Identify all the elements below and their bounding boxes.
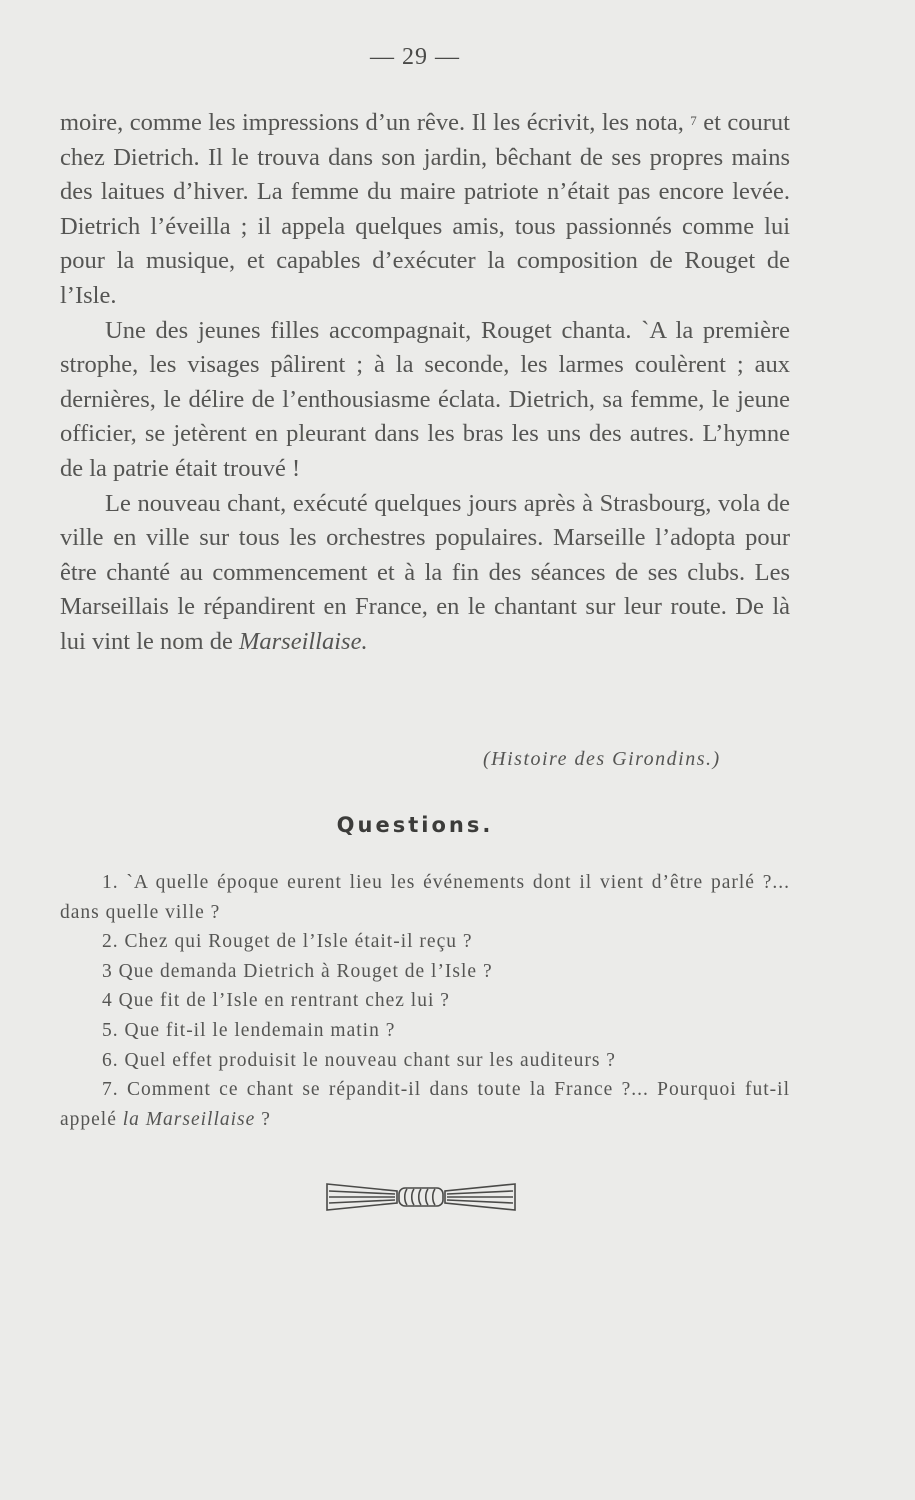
paragraph-1-rest: et courut chez Dietrich. Il le trouva dans son jardin, bêchant de ses propres mains des laitues d’hiver. La femme du maire patriote n’était pas encore levée. Dietrich l’éveilla ; il appela quelques amis, tous passionnés comme lui pour la musique, et capables d’exécuter la composition de Rouget de l’Isle. (60, 109, 790, 309)
paragraph-1 (60, 106, 790, 314)
question-item: 4 Que fit de l’Isle en rentrant chez lui ? (102, 990, 450, 1012)
question-item: 1. `A quelle époque eurent lieu les événements dont il vient d’être parlé ?... dans quelle ville ? (60, 872, 790, 923)
question-item: 2. Chez qui Rouget de l’Isle était-il reçu ? (102, 931, 473, 953)
marseillaise-title: Marseillaise. (238, 627, 368, 655)
question-7-text: 7. Comment ce chant se répandit-il dans toute la France ?... Pourquoi fut-il appelé (60, 1079, 790, 1130)
question-item: 6. Quel effet produisit le nouveau chant sur les auditeurs ? (102, 1049, 616, 1071)
main-text (60, 106, 790, 660)
ribbon-bow-ornament-icon (325, 1179, 517, 1220)
question-7-end: ? (255, 1108, 271, 1130)
questions-list (60, 868, 790, 1134)
question-7-title: la Marseillaise (122, 1108, 256, 1130)
question-item (60, 1075, 790, 1134)
source-citation: (Histoire des Girondins.) (483, 748, 721, 770)
question-item: 5. Que fit-il le lendemain matin ? (102, 1019, 396, 1041)
page-number: — 29 — (370, 44, 460, 70)
footnote-marker: 7 (690, 113, 697, 128)
questions-heading: Questions. (336, 813, 494, 837)
paragraph-2: Une des jeunes filles accompagnait, Rouget chanta. `A la première strophe, les visages pâlirent ; à la seconde, les larmes coulèrent ; aux dernières, le délire de l’enthousiasme éclata. Dietrich, sa femme, le jeune officier, se jetèrent en pleurant dans les bras les uns des autres. L’hymne de la patrie était trouvé ! (60, 316, 790, 482)
question-item: 3 Que demanda Dietrich à Rouget de l’Isle ? (102, 960, 493, 982)
paragraph-1-start: moire, comme les impressions d’un rêve. Il les écrivit, les nota, (60, 109, 691, 136)
paragraph-3 (60, 487, 790, 660)
paragraph-3-text: Le nouveau chant, exécuté quelques jours après à Strasbourg, vola de ville en ville sur tous les orchestres populaires. Marseille l’adopta pour être chanté au commencement et à la fin des séances de ses clubs. Les Marseillais le répandirent en France, en le chantant sur leur route. De là lui vint le nom de (60, 489, 790, 655)
